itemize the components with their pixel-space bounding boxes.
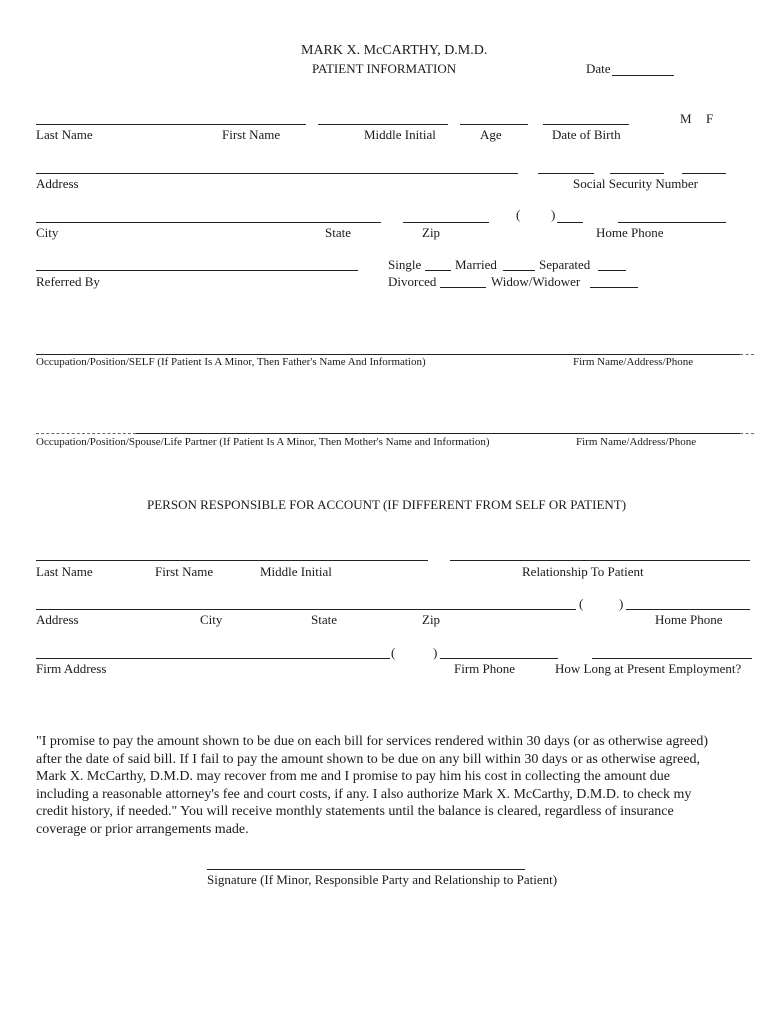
- gender-m-option[interactable]: M: [680, 111, 692, 126]
- occupation-spouse-field[interactable]: [136, 433, 740, 434]
- widow-label: Widow/Widower: [491, 274, 581, 289]
- doctor-name: MARK X. McCARTHY, D.M.D.: [301, 43, 488, 58]
- patient-address-field[interactable]: [36, 173, 518, 174]
- divorced-label: Divorced: [388, 274, 437, 289]
- phone-paren-close: ): [551, 207, 556, 222]
- firm-phone-field[interactable]: [440, 658, 558, 659]
- payment-agreement-text: "I promise to pay the amount shown to be due on each bill for services rendered within 30 days (or as otherwise agreed) after the date of said bill. If I fail to pay the amount shown to be due on any bill within 30 days or as otherwise agreed, Mark X. McCarthy, D.M.D. may recover from me and I promise to pay him his cost in collecting the amount due including a reasonable attorney's fee and court costs, if any. I also authorize Mark X. McCarthy, D.M.D. to check my credit history, if needed." You will receive monthly statements until the balance is cleared, regardless of insurance coverage or prior arrangements made.: [36, 734, 709, 837]
- firm-phone-paren-close: ): [433, 645, 438, 660]
- patient-dob-field[interactable]: [543, 124, 629, 125]
- how-long-label: How Long at Present Employment?: [555, 661, 742, 676]
- ssn-label: Social Security Number: [573, 176, 698, 191]
- how-long-field[interactable]: [592, 658, 752, 659]
- city-label: City: [36, 225, 59, 240]
- home-phone-label: Home Phone: [596, 225, 664, 240]
- resp-state-label: State: [311, 612, 337, 627]
- home-phone-prefix-field[interactable]: [557, 222, 583, 223]
- ssn-part-3-field[interactable]: [682, 173, 726, 174]
- separated-label: Separated: [539, 257, 591, 272]
- gender-f-option[interactable]: F: [706, 111, 714, 126]
- occupation-spouse-firm-label: Firm Name/Address/Phone: [576, 436, 697, 448]
- firm-address-field[interactable]: [36, 658, 390, 659]
- firm-phone-paren-open: (: [391, 645, 396, 660]
- patient-city-state-field[interactable]: [36, 222, 381, 223]
- state-label: State: [325, 225, 351, 240]
- ssn-part-2-field[interactable]: [610, 173, 664, 174]
- dob-label: Date of Birth: [552, 127, 621, 142]
- phone-paren-open: (: [516, 207, 521, 222]
- occupation-self-field[interactable]: [36, 354, 740, 355]
- firm-phone-label: Firm Phone: [454, 661, 516, 676]
- resp-home-phone-label: Home Phone: [655, 612, 723, 627]
- last-name-label: Last Name: [36, 127, 93, 142]
- relationship-label: Relationship To Patient: [522, 564, 644, 579]
- single-label: Single: [388, 257, 422, 272]
- resp-last-name-label: Last Name: [36, 564, 93, 579]
- date-label: Date: [586, 61, 611, 76]
- relationship-field[interactable]: [450, 560, 750, 561]
- zip-label: Zip: [422, 225, 441, 240]
- signature-label: Signature (If Minor, Responsible Party and Relationship to Patient): [207, 872, 558, 887]
- widow-field[interactable]: [590, 287, 638, 288]
- resp-middle-initial-label: Middle Initial: [260, 564, 332, 579]
- firm-address-label: Firm Address: [36, 661, 107, 676]
- resp-address-label: Address: [36, 612, 79, 627]
- referred-by-field[interactable]: [36, 270, 358, 271]
- age-label: Age: [480, 127, 502, 142]
- divider: [36, 433, 136, 434]
- form-title: PATIENT INFORMATION: [312, 61, 457, 76]
- divider: [740, 354, 754, 355]
- resp-home-phone-field[interactable]: [626, 609, 750, 610]
- patient-age-field[interactable]: [460, 124, 528, 125]
- resp-first-name-label: First Name: [155, 564, 214, 579]
- home-phone-field[interactable]: [618, 222, 726, 223]
- married-field[interactable]: [503, 270, 535, 271]
- first-name-label: First Name: [222, 127, 281, 142]
- single-field[interactable]: [425, 270, 451, 271]
- address-label: Address: [36, 176, 79, 191]
- responsible-address-field[interactable]: [36, 609, 576, 610]
- resp-phone-paren-open: (: [579, 596, 584, 611]
- occupation-self-label: Occupation/Position/SELF (If Patient Is A Minor, Then Father's Name And Information): [36, 356, 426, 368]
- ssn-part-1-field[interactable]: [538, 173, 594, 174]
- patient-zip-field[interactable]: [403, 222, 489, 223]
- signature-field[interactable]: [207, 869, 525, 870]
- resp-city-label: City: [200, 612, 223, 627]
- responsible-party-heading: PERSON RESPONSIBLE FOR ACCOUNT (IF DIFFERENT FROM SELF OR PATIENT): [147, 497, 627, 512]
- patient-last-first-name-field[interactable]: [36, 124, 306, 125]
- separated-field[interactable]: [598, 270, 626, 271]
- date-field[interactable]: [612, 75, 674, 76]
- responsible-name-field[interactable]: [36, 560, 428, 561]
- referred-by-label: Referred By: [36, 274, 100, 289]
- married-label: Married: [455, 257, 497, 272]
- occupation-self-firm-label: Firm Name/Address/Phone: [573, 356, 694, 368]
- patient-middle-initial-field[interactable]: [318, 124, 448, 125]
- occupation-spouse-label: Occupation/Position/Spouse/Life Partner (If Patient Is A Minor, Then Mother's Name and Information): [36, 436, 490, 448]
- divorced-field[interactable]: [440, 287, 486, 288]
- resp-phone-paren-close: ): [619, 596, 624, 611]
- divider: [740, 433, 754, 434]
- resp-zip-label: Zip: [422, 612, 441, 627]
- middle-initial-label: Middle Initial: [364, 127, 436, 142]
